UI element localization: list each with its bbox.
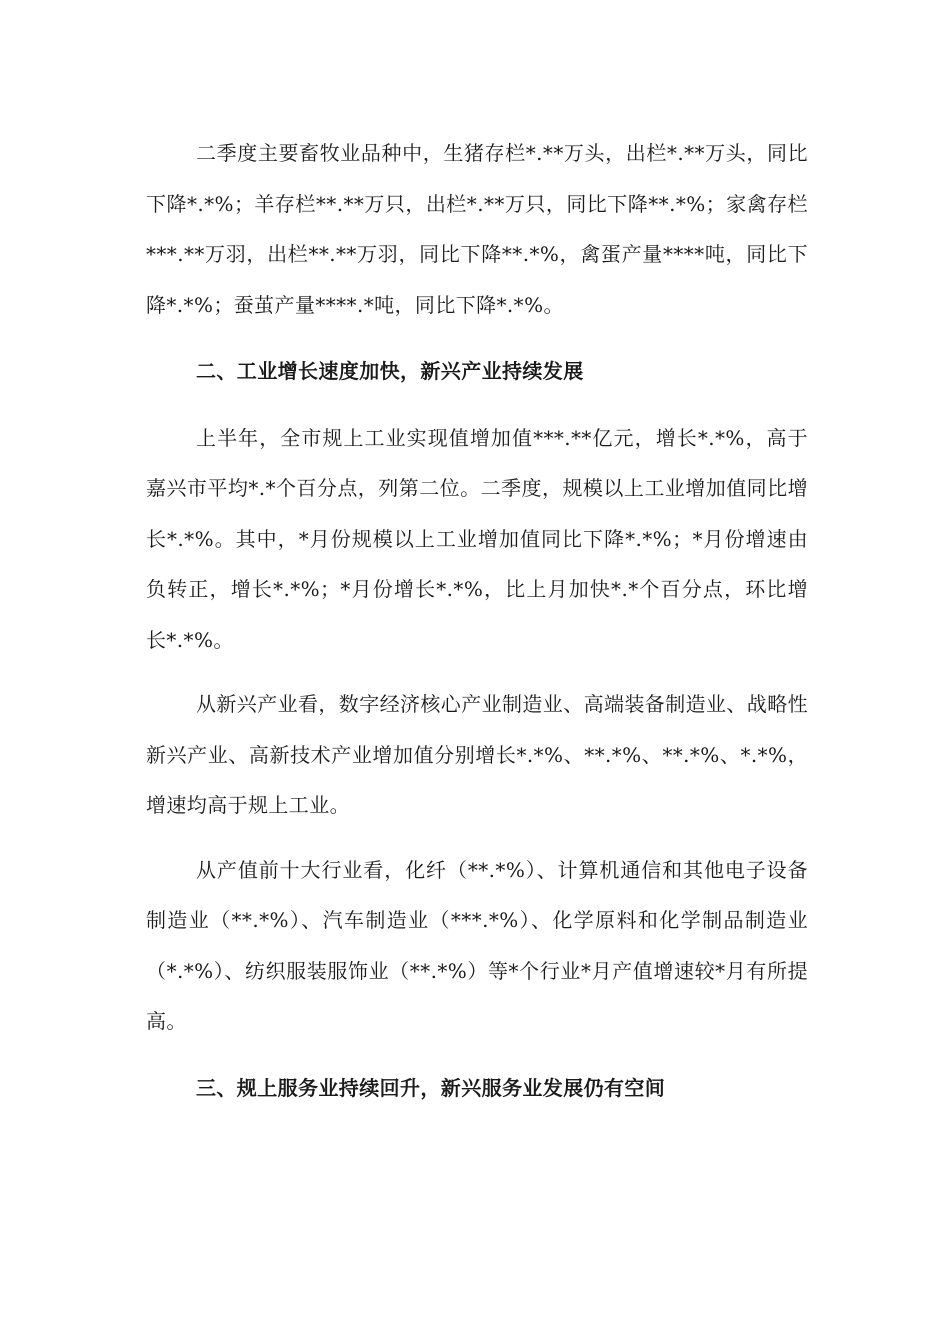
section-three-heading: 三、规上服务业持续回升，新兴服务业发展仍有空间 <box>196 1075 666 1100</box>
paragraph-industry-overview: 上半年，全市规上工业实现值增加值***.**亿元，增长*.*%，高于嘉兴市平均*.*个百分点，列第二位。二季度，规模以上工业增加值同比增长*.*%。其中，*月份规模以上工业增加值同比下降*.*%；*月份增速由负转正，增长*.*%；*月份增长*.*%，比上月加快*.*个百分点，环比增长*.*%。 <box>146 425 808 652</box>
paragraph-livestock: 二季度主要畜牧业品种中，生猪存栏*.**万头，出栏*.**万头，同比下降*.*%；羊存栏**.**万只，出栏*.**万只，同比下降**.*%；家禽存栏***.**万羽，出栏**.**万羽，同比下降**.*%，禽蛋产量****吨，同比下降*.*%；蚕茧产量****.*吨，同比下降*.*%。 <box>146 141 808 317</box>
paragraph-top-ten-sectors: 从产值前十大行业看，化纤（**.*%）、计算机通信和其他电子设备制造业（**.*%）、汽车制造业（***.*%）、化学原料和化学制品制造业（*.*%）、纺织服装服饰业（**.*%）等*个行业*月产值增速较*月有所提高。 <box>146 857 808 1033</box>
section-two-heading: 二、工业增长速度加快，新兴产业持续发展 <box>196 359 584 383</box>
paragraph-emerging-industries: 从新兴产业看，数字经济核心产业制造业、高端装备制造业、战略性新兴产业、高新技术产业增加值分别增长*.*%、**.*%、**.*%、*.*%，增速均高于规上工业。 <box>146 692 808 817</box>
document-body <box>146 128 808 1113</box>
